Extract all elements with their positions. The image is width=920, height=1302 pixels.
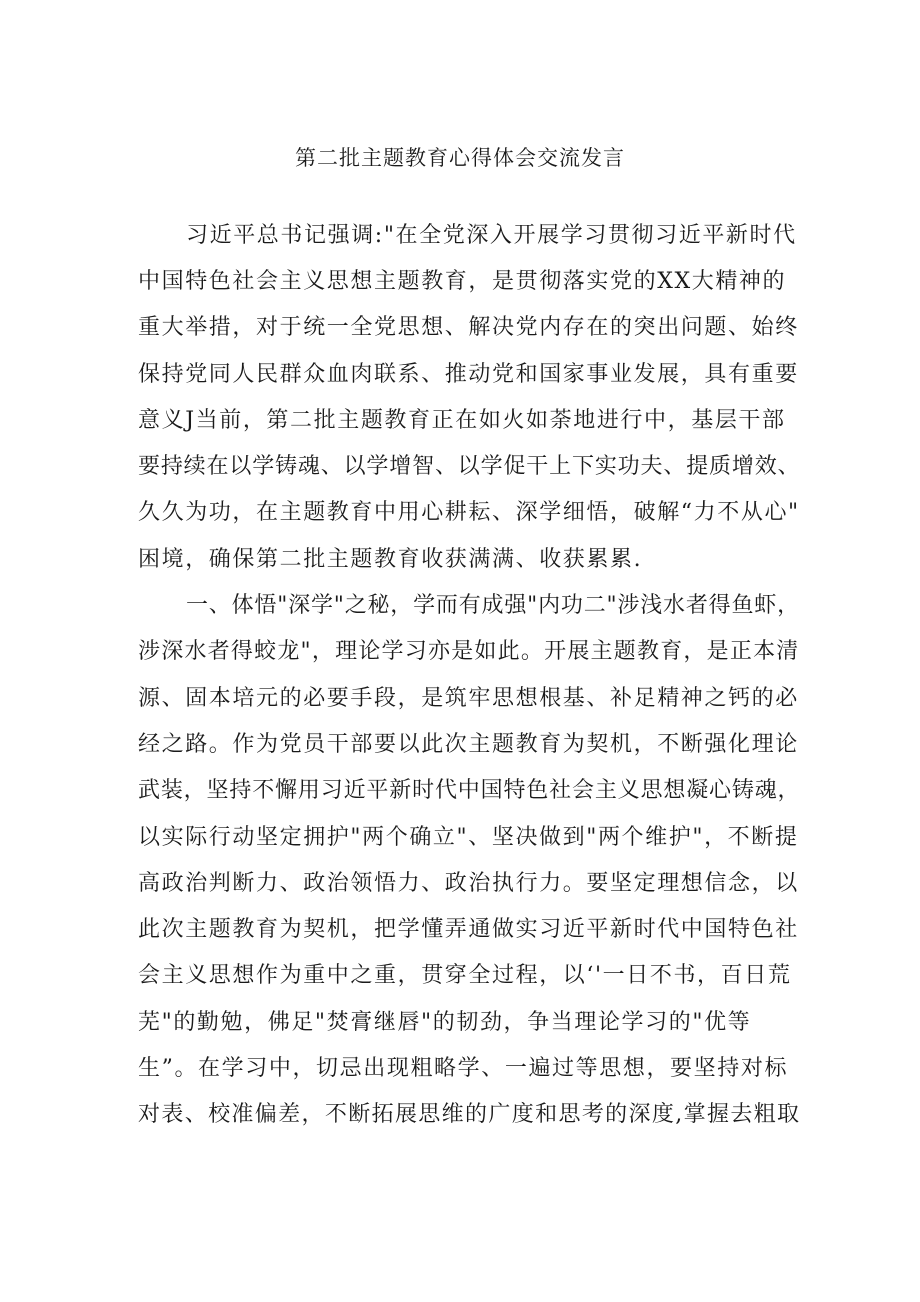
- paragraph-line: 保持党同人民群众血肉联系、推动党和国家事业发展，具有重要: [138, 362, 799, 387]
- paragraph-line: 生”。在学习中，切忌出现粗略学、一遍过等思想，要坚持对标: [138, 1056, 789, 1081]
- paragraph-line: 久久为功，在主题教育中用心耕耘、深学细悟，破解“力不从心": [138, 500, 800, 525]
- paragraph-line: 武装，坚持不懈用习近平新时代中国特色社会主义思想凝心铸魂，: [138, 778, 801, 803]
- paragraph-line: 困境，确保第二批主题教育收获满满、收获累累.: [138, 547, 643, 572]
- paragraph-line: 一、体悟"深学"之秘，学而有成强"内功二"涉浅水者得鱼虾，: [186, 593, 800, 618]
- paragraph-line: 此次主题教育为契机，把学懂弄通做实习近平新时代中国特色社: [138, 917, 799, 942]
- document-title: 第二批主题教育心得体会交流发言: [295, 146, 625, 170]
- paragraph-line: 要持续在以学铸魂、以学增智、以学促干上下实功夫、提质增效、: [138, 454, 801, 479]
- paragraph-line: 习近平总书记强调:"在全党深入开展学习贯彻习近平新时代: [186, 223, 797, 248]
- paragraph-line: 涉深水者得蛟龙"，理论学习亦是如此。开展主题教育，是正本清: [138, 639, 800, 664]
- paragraph-line: 意义J当前，第二批主题教育正在如火如荼地进行中，基层干部: [138, 408, 786, 433]
- paragraph-line: 经之路。作为党员干部要以此次主题教育为契机，不断强化理论: [138, 732, 799, 757]
- paragraph-line: 对表、校准偏差，不断拓展思维的广度和思考的深度,掌握去粗取: [138, 1102, 801, 1127]
- paragraph-line: 芜"的勤勉，佛足"焚膏继唇"的韧劲，争当理论学习的"优等: [138, 1010, 752, 1035]
- paragraph-line: 会主义思想作为重中之重，贯穿全过程，以‘'一日不书，百日荒: [138, 963, 792, 988]
- paragraph-line: 以实际行动坚定拥护"两个确立"、坚决做到"两个维护"，不断提: [138, 825, 799, 850]
- paragraph-line: 源、固本培元的必要手段，是筑牢思想根基、补足精神之钙的必: [138, 686, 799, 711]
- paragraph-line: 高政治判断力、政治领悟力、政治执行力。要坚定理想信念，以: [138, 871, 799, 896]
- paragraph-line: 中国特色社会主义思想主题教育，是贯彻落实党的XX大精神的: [138, 269, 787, 294]
- paragraph-line: 重大举措，对于统一全党思想、解决党内存在的突出问题、始终: [138, 315, 799, 340]
